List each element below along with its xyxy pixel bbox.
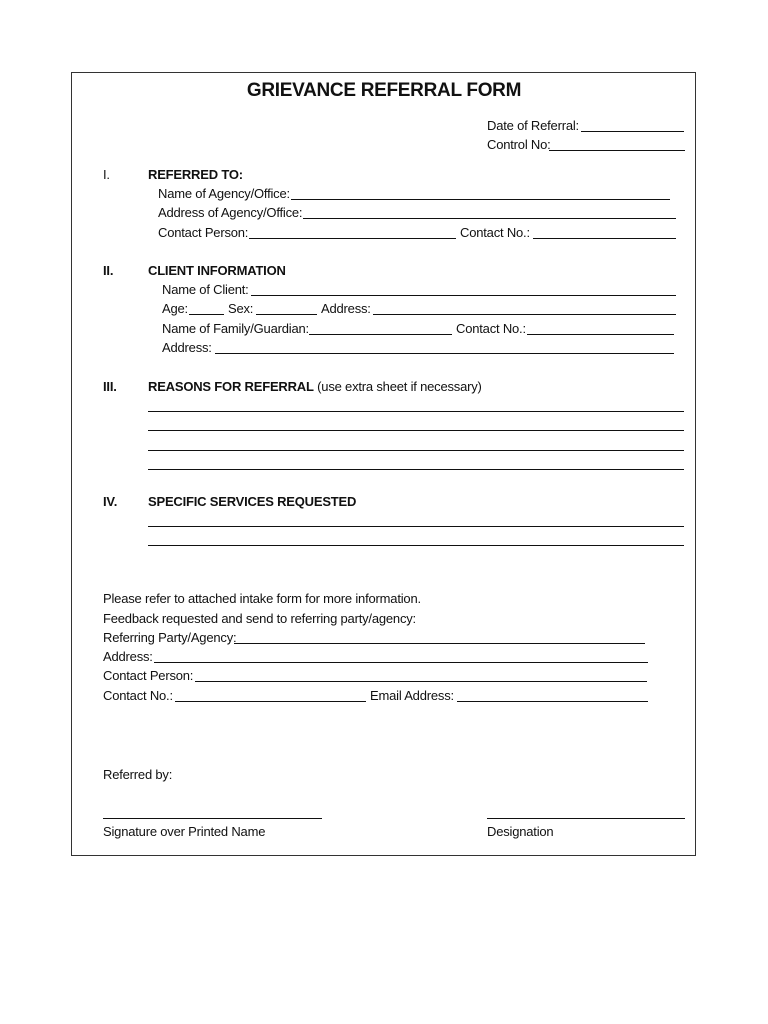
date-of-referral-field[interactable] xyxy=(581,131,684,132)
section-4-numeral: IV. xyxy=(103,494,118,509)
age-label: Age: xyxy=(162,301,188,316)
referring-party-field[interactable] xyxy=(234,643,645,644)
section-3-numeral: III. xyxy=(103,379,117,394)
contact-no-label: Contact No.: xyxy=(460,225,530,240)
client-address-label: Address: xyxy=(162,340,212,355)
control-no-field[interactable] xyxy=(549,150,685,151)
client-address-field[interactable] xyxy=(215,353,674,354)
services-line-1[interactable] xyxy=(148,526,684,527)
intake-note: Please refer to attached intake form for more information. xyxy=(103,591,421,606)
referring-party-label: Referring Party/Agency: xyxy=(103,630,237,645)
control-no-label: Control No: xyxy=(487,137,551,152)
referring-contact-person-field[interactable] xyxy=(195,681,647,682)
client-address-inline-field[interactable] xyxy=(373,314,676,315)
agency-address-label: Address of Agency/Office: xyxy=(158,205,303,220)
section-4-heading: SPECIFIC SERVICES REQUESTED xyxy=(148,494,357,509)
referring-contact-no-field[interactable] xyxy=(175,701,366,702)
contact-person-label: Contact Person: xyxy=(158,225,249,240)
agency-name-label: Name of Agency/Office: xyxy=(158,186,290,201)
sex-label: Sex: xyxy=(228,301,254,316)
guardian-contact-no-label: Contact No.: xyxy=(456,321,526,336)
section-2-numeral: II. xyxy=(103,263,114,278)
referred-by-label: Referred by: xyxy=(103,767,173,782)
client-address-inline-label: Address: xyxy=(321,301,371,316)
reasons-line-4[interactable] xyxy=(148,469,684,470)
section-1-heading: REFERRED TO: xyxy=(148,167,243,182)
email-field[interactable] xyxy=(457,701,648,702)
guardian-contact-no-field[interactable] xyxy=(527,334,674,335)
designation-field[interactable] xyxy=(487,818,685,819)
signature-field[interactable] xyxy=(103,818,322,819)
services-line-2[interactable] xyxy=(148,545,684,546)
guardian-name-label: Name of Family/Guardian: xyxy=(162,321,309,336)
client-name-label: Name of Client: xyxy=(162,282,249,297)
email-label: Email Address: xyxy=(370,688,454,703)
reasons-line-3[interactable] xyxy=(148,450,684,451)
reasons-line-1[interactable] xyxy=(148,411,684,412)
section-1-numeral: I. xyxy=(103,167,110,182)
age-field[interactable] xyxy=(189,314,224,315)
section-2-heading: CLIENT INFORMATION xyxy=(148,263,286,278)
feedback-note: Feedback requested and send to referring party/agency: xyxy=(103,611,416,626)
sex-field[interactable] xyxy=(256,314,317,315)
referring-address-label: Address: xyxy=(103,649,153,664)
contact-person-field[interactable] xyxy=(249,238,456,239)
agency-address-field[interactable] xyxy=(303,218,676,219)
form-title: GRIEVANCE REFERRAL FORM xyxy=(246,80,522,101)
agency-name-field[interactable] xyxy=(291,199,670,200)
guardian-name-field[interactable] xyxy=(309,334,452,335)
referring-contact-person-label: Contact Person: xyxy=(103,668,194,683)
date-of-referral-label: Date of Referral: xyxy=(487,118,579,133)
reasons-line-2[interactable] xyxy=(148,430,684,431)
section-3-note: (use extra sheet if necessary) xyxy=(317,379,482,394)
contact-no-field[interactable] xyxy=(533,238,676,239)
client-name-field[interactable] xyxy=(251,295,676,296)
designation-caption: Designation xyxy=(487,824,554,839)
referring-address-field[interactable] xyxy=(154,662,648,663)
section-3-heading: REASONS FOR REFERRAL xyxy=(148,379,314,394)
referring-contact-no-label: Contact No.: xyxy=(103,688,173,703)
signature-caption: Signature over Printed Name xyxy=(103,824,266,839)
